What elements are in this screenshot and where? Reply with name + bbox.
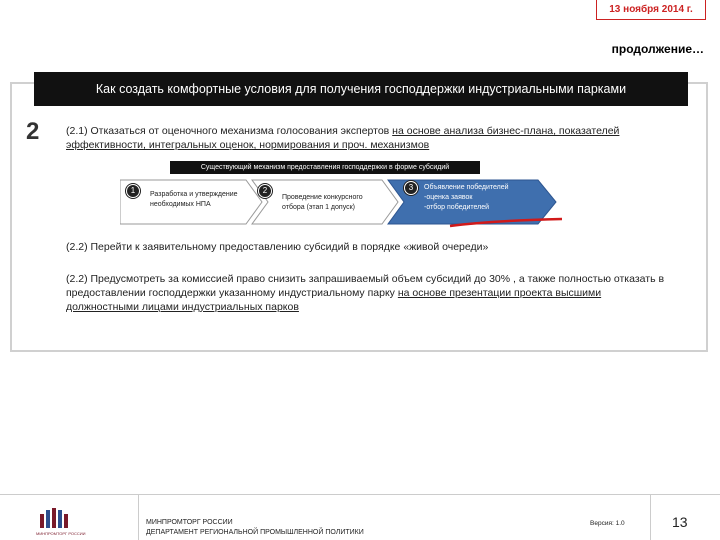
paragraph-2-2-text: (2.2) Предусмотреть за комиссией право снизить запрашиваемый объем субсидий до 30% , а также полностью отказать в предоставлении господдержки указанному индустриальному парку [66,273,665,299]
paragraph-2-1-underlined: на основе анализа бизнес-плана, показателей эффективности, интегральных оценок, нормирования и проч. механизмов [66,125,620,151]
paragraph-2-1-text: (2.1) Отказаться от оценочного механизма голосования экспертов [66,125,393,137]
paragraph-2-1 [66,124,666,152]
continuation-label: продолжение… [611,42,704,56]
step-3-line-3: -отбор победителей [424,204,490,211]
footer-divider [650,494,651,540]
step-3-badge: 3 [404,181,418,195]
paragraph-2-2-first: (2.2) Перейти к заявительному предоставлению субсидий в порядке «живой очереди» [66,241,489,253]
step-3-line-1: Объявление победителей [424,184,509,191]
footer-divider [138,494,139,540]
step-2-text: Проведение конкурсного отбора (этап 1 допуск) [282,194,363,211]
logo-caption: МИНПРОМТОРГ РОССИИ [36,531,86,536]
step-3-line-2: -оценка заявок [424,194,473,201]
step-1-badge: 1 [126,184,140,198]
footer-org-line-2: ДЕПАРТАМЕНТ РЕГИОНАЛЬНОЙ ПРОМЫШЛЕННОЙ ПОЛИТИКИ [146,529,364,536]
date-label: 13 ноября 2014 г. [596,0,706,20]
step-2-badge: 2 [258,184,272,198]
step-3-text [424,183,534,213]
step-number: 2 [26,118,40,145]
process-label: Существующий механизм предоставления господдержки в форме субсидий [170,161,480,174]
step-1-text: Разработка и утверждение необходимых НПА [150,191,238,208]
paragraph-2-2-underlined: на основе презентации проекта высшими должностными лицами индустриальных парков [66,287,602,313]
paragraph-2-2-second [66,272,666,314]
page-number: 13 [672,514,688,530]
footer-org [146,518,364,538]
ministry-logo-icon [38,508,74,530]
footer-org-line-1: МИНПРОМТОРГ РОССИИ [146,519,233,526]
slide-title: Как создать комфортные условия для получения господдержки индустриальными парками [34,72,688,106]
version-label: Версия: 1.0 [590,520,625,527]
